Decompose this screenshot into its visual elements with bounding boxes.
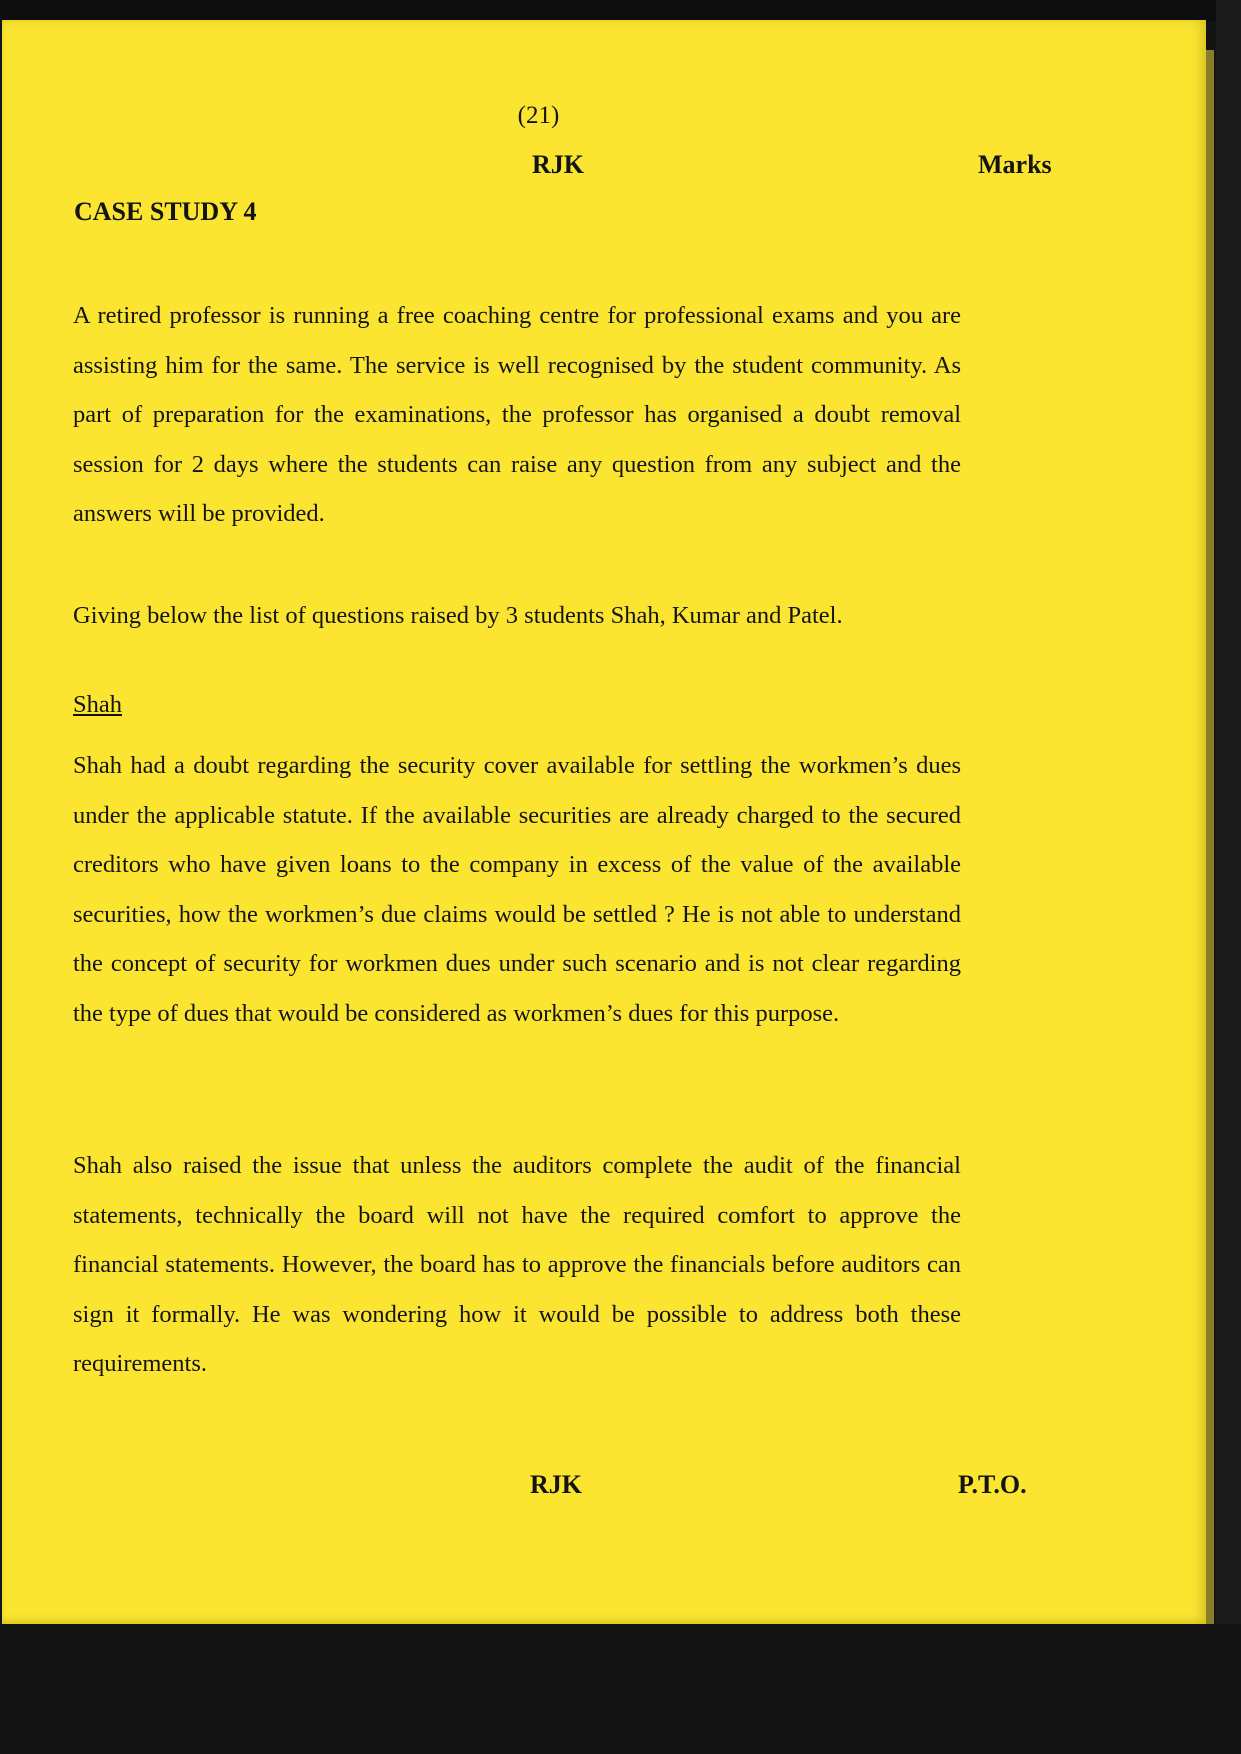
footer-pto: P.T.O. <box>958 1470 1027 1499</box>
shah-question-paragraph-1: Shah had a doubt regarding the security cover available for settling the workmen’s dues under the applicable statute. If the available securities are already charged to the secured creditors who have given loans to the company in excess of the value of the available securities, how the workmen’s due claims would be settled ? He is not able to understand the concept of security for workmen dues under such scenario and is not clear regarding the type of dues that would be considered as workmen’s dues for this purpose. <box>73 752 961 1027</box>
footer-paper-code: RJK <box>530 1470 582 1499</box>
scan-top-edge <box>0 0 1241 22</box>
shah-section-heading: Shah <box>73 691 122 718</box>
header-marks-label: Marks <box>978 150 1052 179</box>
page-number: (21) <box>517 102 560 129</box>
intro-paragraph: A retired professor is running a free coaching centre for professional exams and you are assisting him for the same. The service is well recognised by the student community. As part of preparation for the examinations, the professor has organised a doubt removal session for 2 days where the students can raise any question from any subject and the answers will be provided. <box>73 302 961 527</box>
questions-intro-paragraph: Giving below the list of questions raised by 3 students Shah, Kumar and Patel. <box>73 602 843 629</box>
shah-question-paragraph-2: Shah also raised the issue that unless the auditors complete the audit of the financial statements, technically the board will not have the required comfort to approve the financial statements. However, the board has to approve the financials before auditors can sign it formally. He was wondering how it would be possible to address both these requirements. <box>73 1152 961 1377</box>
header-paper-code: RJK <box>532 150 584 179</box>
scan-bottom-edge <box>0 1624 1241 1754</box>
case-study-title: CASE STUDY 4 <box>74 197 257 226</box>
scan-right-edge <box>1216 0 1241 1754</box>
